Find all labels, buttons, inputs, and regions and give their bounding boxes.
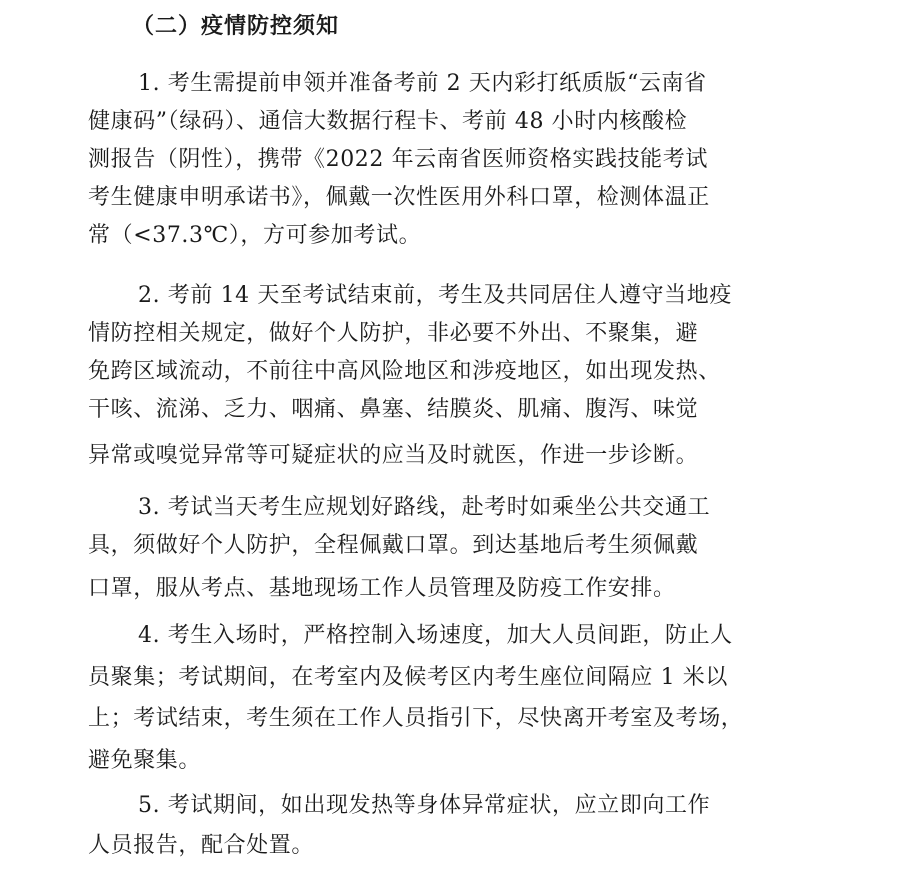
paragraph-3-line-2: 具，须做好个人防护，全程佩戴口罩。到达基地后考生须佩戴 [88, 533, 699, 558]
paragraph-1-line-1: 1. 考生需提前申领并准备考前 2 天内彩打纸质版“云南省 [138, 71, 707, 96]
paragraph-4-line-1: 4. 考生入场时，严格控制入场速度，加大人员间距，防止人 [138, 623, 733, 648]
paragraph-2-line-5: 异常或嗅觉异常等可疑症状的应当及时就医，作进一步诊断。 [88, 443, 699, 468]
paragraph-1-line-2: 健康码”（绿码）、通信大数据行程卡、考前 48 小时内核酸检 [88, 109, 688, 134]
paragraph-2-line-2: 情防控相关规定，做好个人防护，非必要不外出、不聚集，避 [88, 321, 699, 346]
paragraph-5-line-1: 5. 考试期间，如出现发热等身体异常症状，应立即向工作 [138, 793, 711, 818]
paragraph-3-line-1: 3. 考试当天考生应规划好路线，赴考时如乘坐公共交通工 [138, 495, 711, 520]
paragraph-4-line-4: 避免聚集。 [88, 748, 202, 773]
paragraph-1-line-3: 测报告（阴性），携带《2022 年云南省医师资格实践技能考试 [88, 147, 708, 172]
paragraph-1-line-5: 常（<37.3℃），方可参加考试。 [88, 223, 422, 248]
paragraph-4-line-3: 上；考试结束，考生须在工作人员指引下，尽快离开考室及考场， [88, 706, 744, 731]
paragraph-2-line-4: 干咳、流涕、乏力、咽痛、鼻塞、结膜炎、肌痛、腹泻、味觉 [88, 397, 699, 422]
section-heading: （二）疫情防控须知 [132, 14, 340, 39]
paragraph-4-line-2: 员聚集；考试期间，在考室内及候考区内考生座位间隔应 1 米以 [88, 665, 728, 690]
paragraph-1-line-4: 考生健康申明承诺书》，佩戴一次性医用外科口罩，检测体温正 [88, 185, 710, 210]
paragraph-2-line-1: 2. 考前 14 天至考试结束前，考生及共同居住人遵守当地疫 [138, 283, 732, 308]
paragraph-5-line-2: 人员报告，配合处置。 [88, 833, 315, 858]
paragraph-3-line-3: 口罩，服从考点、基地现场工作人员管理及防疫工作安排。 [88, 576, 676, 601]
paragraph-2-line-3: 免跨区域流动，不前往中高风险地区和涉疫地区，如出现发热、 [88, 359, 721, 384]
